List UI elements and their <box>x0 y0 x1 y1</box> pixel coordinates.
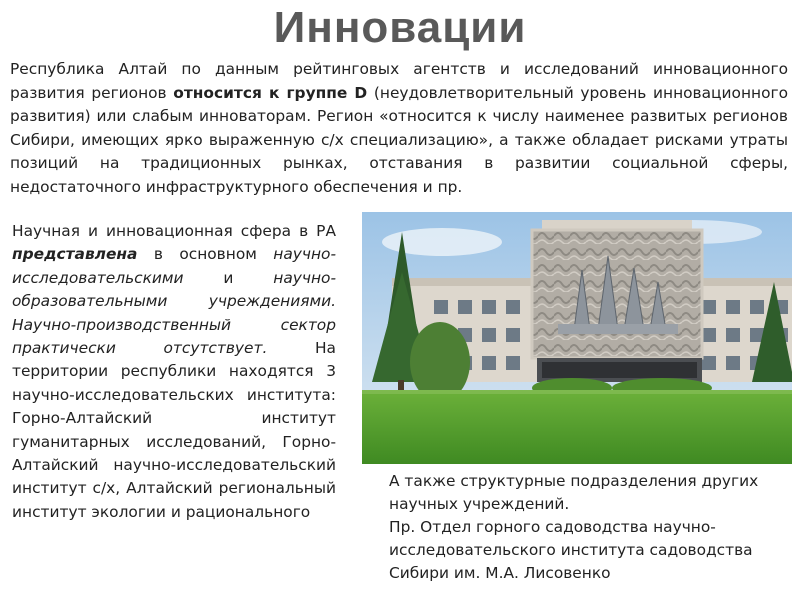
left-text-education: научно-образовательными учреждениями. Научно-производственный сектор практически отсутствует. <box>12 268 336 358</box>
left-text-3: в основном <box>137 245 274 264</box>
caption-line-1: А также структурные подразделения других научных учреждений. <box>389 472 759 513</box>
building-illustration <box>362 212 792 464</box>
left-text-represented: представлена <box>12 245 138 264</box>
research-sphere-paragraph <box>12 220 336 524</box>
caption-line-2: Пр. Отдел горного садоводства научно-исследовательского института садоводства Сибири им. М.А. Лисовенко <box>389 518 753 582</box>
left-text-5: и <box>183 268 274 287</box>
left-text-institutes: На территории республики находятся 3 научно-исследовательских института: Горно-Алтайский институт гуманитарных исследований, Горно-Алтайский научно-исследовательский институт с/х, Алтайский региональный институт экологии и рационального <box>12 339 336 521</box>
intro-text-1: Республика Алтай по данным рейтинговых агентств и исследований инновационного развития регионов <box>10 60 788 102</box>
page-title: Инновации <box>273 3 527 52</box>
intro-text-2: (неудовлетворительный уровень инновационного развития) или слабым инноваторам. Регион «относится к числу наименее развитых регионов Сибири, имеющих ярко выраженную с/х специализацию», а также обладает рисками утраты позиций на традиционных рынках, отставания в развитии социальной сферы, недостаточного инфраструктурного обеспечения и пр. <box>10 83 788 196</box>
left-text-research: научно-исследовательскими <box>12 245 336 287</box>
photo-caption <box>389 470 794 585</box>
institute-building-photo <box>362 212 792 464</box>
intro-bold-group: относится к группе D <box>173 83 368 102</box>
intro-paragraph <box>10 58 788 199</box>
left-text-1: Научная и инновационная сфера в РА <box>12 222 336 240</box>
